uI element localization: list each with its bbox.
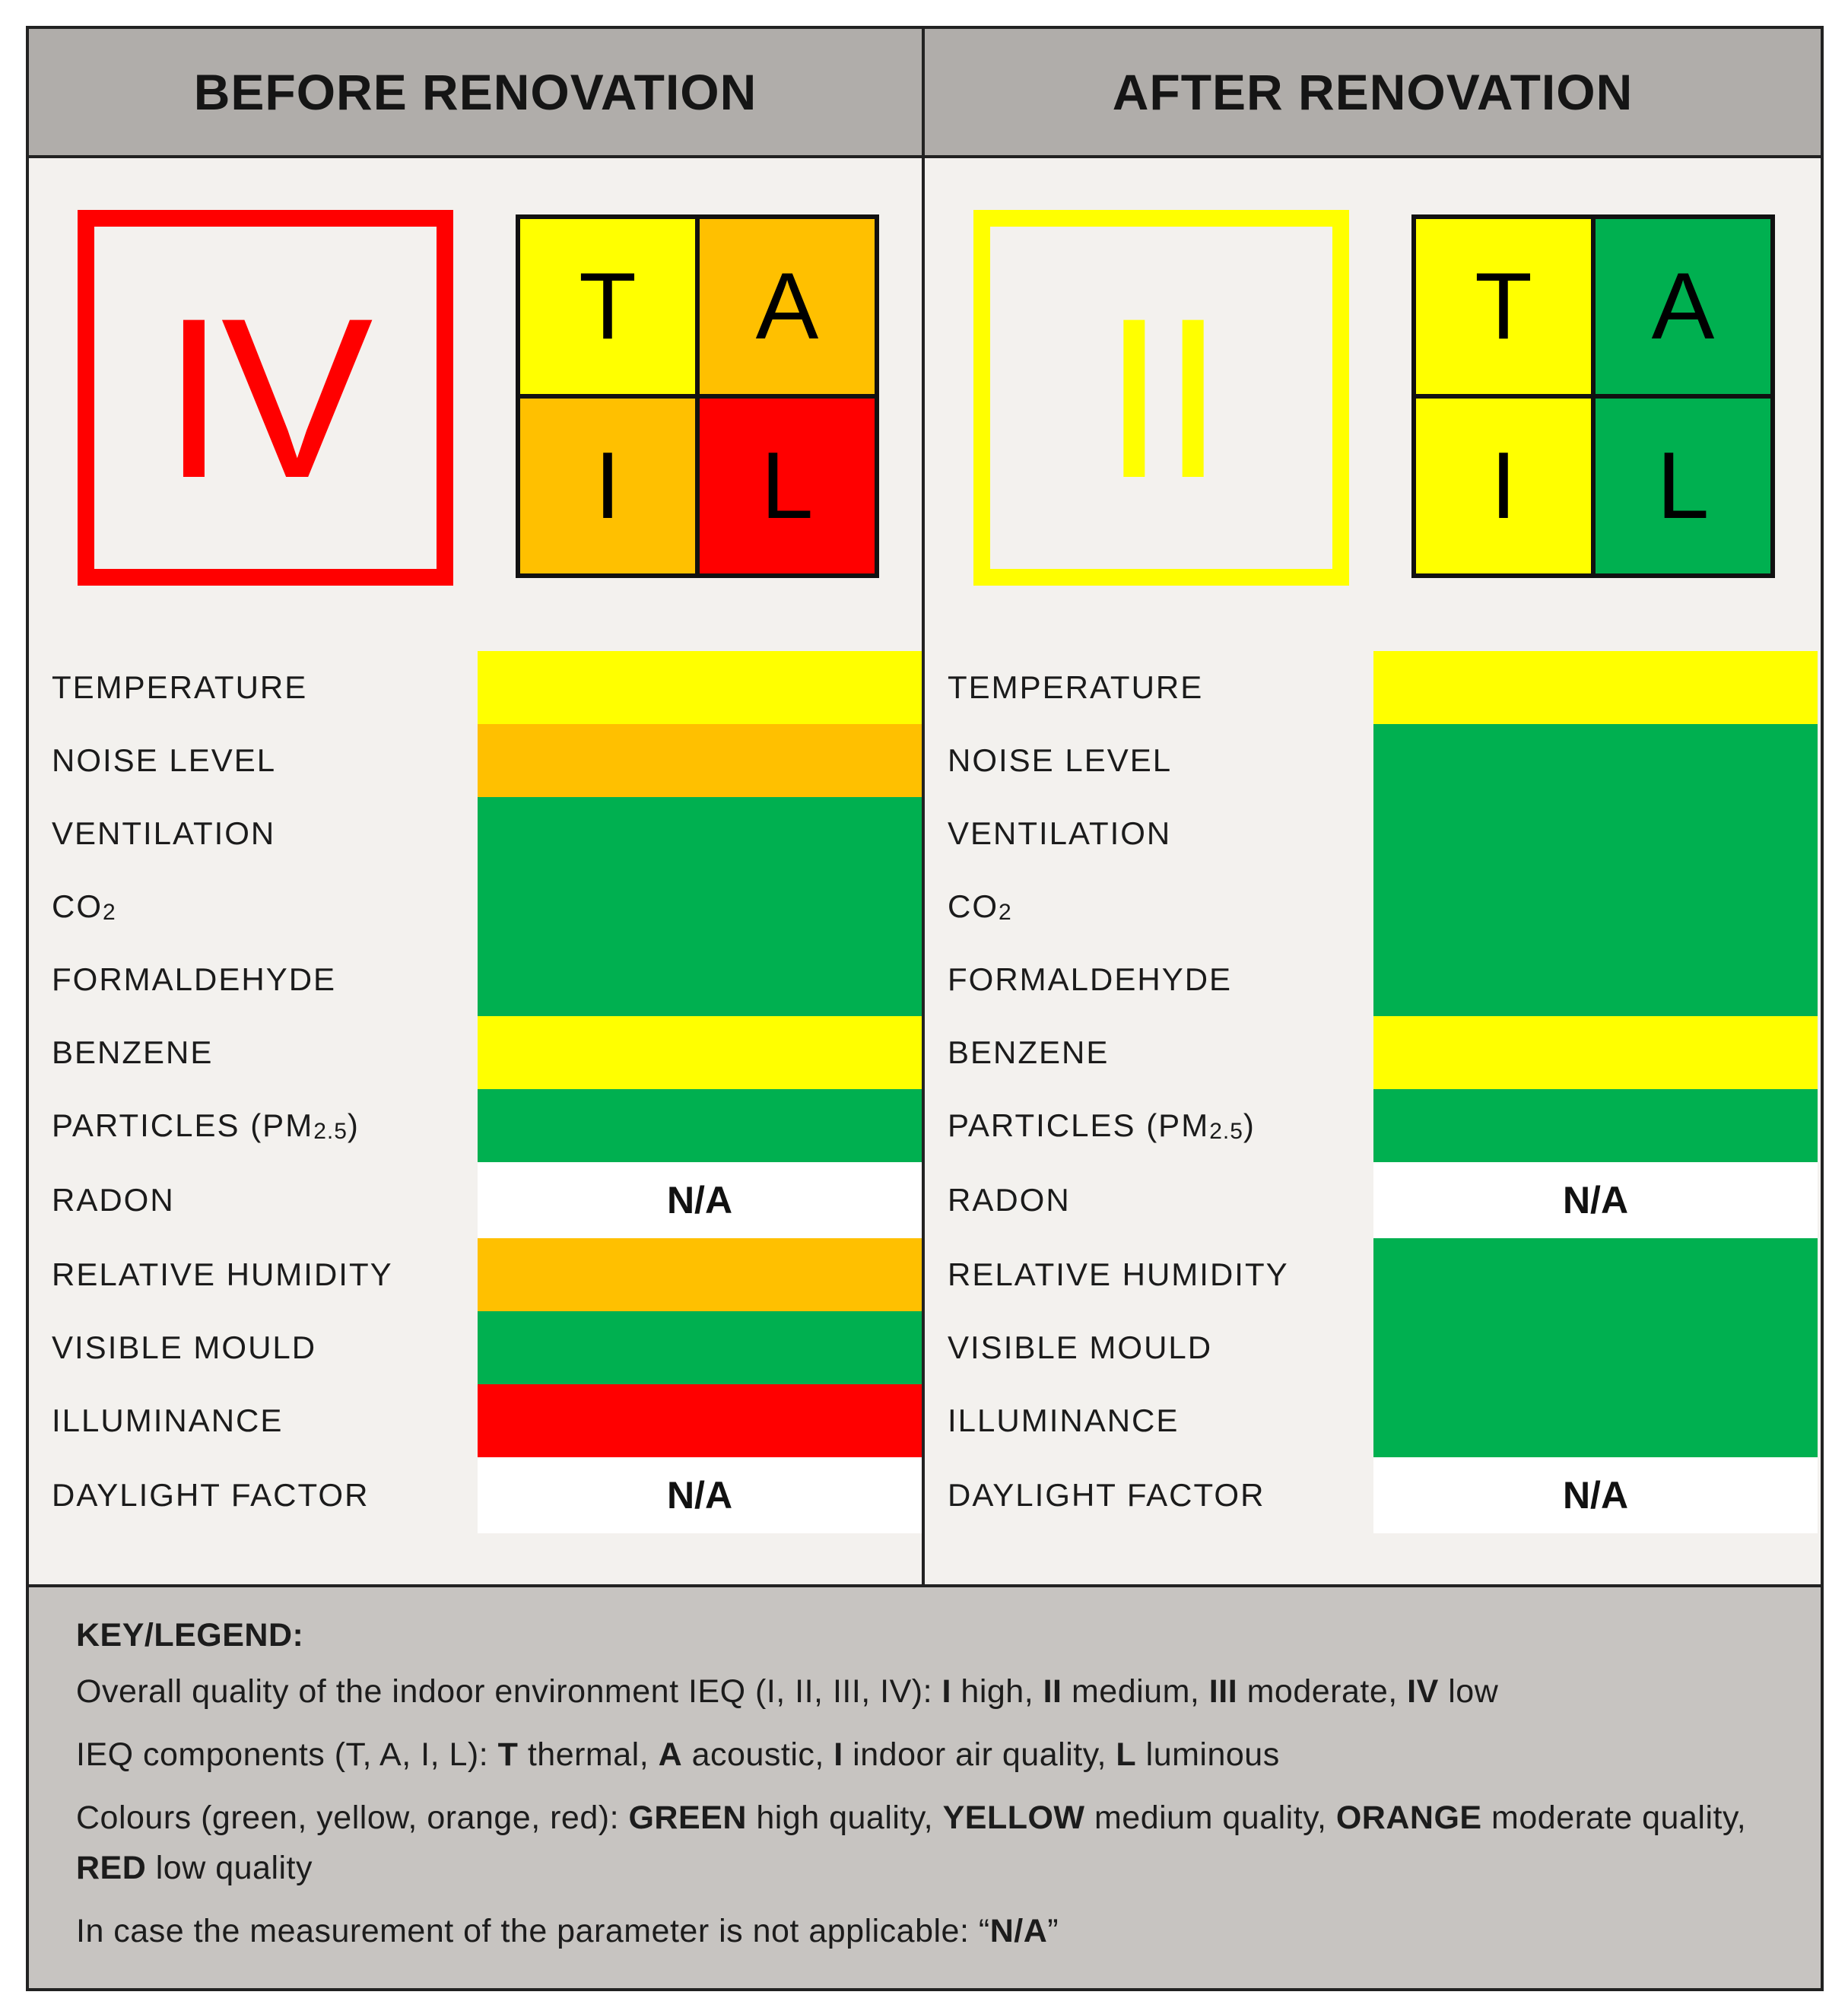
quality-color-bar xyxy=(1373,797,1818,870)
parameter-row xyxy=(29,1457,922,1533)
ieq-components-grid xyxy=(1411,214,1775,578)
legend-prefix: Colours (green, yellow, orange, red): xyxy=(76,1800,629,1836)
after-renovation-header: AFTER RENOVATION xyxy=(925,29,1821,158)
parameter-label-text: DAYLIGHT FACTOR xyxy=(52,1477,370,1513)
quality-color-bar xyxy=(1373,651,1818,724)
ieq-comparison-sheet xyxy=(26,26,1824,1991)
parameter-row xyxy=(925,1384,1818,1457)
legend-key: III xyxy=(1208,1673,1238,1710)
parameter-row xyxy=(29,1016,922,1089)
parameter-row xyxy=(925,1162,1818,1238)
component-cell-t: T xyxy=(520,219,697,396)
component-cell-l: L xyxy=(697,396,875,573)
legend-prefix: IEQ components (T, A, I, L): xyxy=(76,1736,498,1773)
parameter-row xyxy=(29,724,922,797)
legend-na-suffix: ” xyxy=(1047,1913,1059,1949)
parameter-label-text: VENTILATION xyxy=(948,815,1172,851)
quality-color-bar xyxy=(1373,943,1818,1016)
parameter-row xyxy=(29,797,922,870)
parameter-label xyxy=(948,943,1232,1016)
quality-color-bar xyxy=(478,870,922,943)
parameter-label xyxy=(948,1457,1265,1533)
quality-color-bar xyxy=(1373,1016,1818,1089)
parameter-row xyxy=(925,870,1818,943)
parameter-label xyxy=(948,1162,1071,1238)
legend-key-text: luminous xyxy=(1136,1736,1280,1773)
quality-color-bar xyxy=(478,1089,922,1162)
parameter-label-subscript: 2.5 xyxy=(313,1119,348,1144)
parameter-label xyxy=(52,1238,393,1311)
legend-key-text: medium, xyxy=(1062,1673,1209,1710)
quality-color-bar xyxy=(1373,724,1818,797)
quality-color-bar xyxy=(478,1384,922,1457)
parameter-label-subscript: 2.5 xyxy=(1209,1119,1243,1144)
parameter-row xyxy=(925,943,1818,1016)
parameter-label-subscript: 2 xyxy=(103,900,116,925)
parameter-label-text: CO xyxy=(52,888,103,924)
parameter-label-text: ILLUMINANCE xyxy=(948,1402,1180,1438)
parameter-label-text: ILLUMINANCE xyxy=(52,1402,284,1438)
parameter-row xyxy=(29,1089,922,1162)
parameter-row xyxy=(29,870,922,943)
quality-color-bar: N/A xyxy=(478,1457,922,1533)
parameter-label-text: RELATIVE HUMIDITY xyxy=(948,1256,1289,1292)
parameter-label-text: CO xyxy=(948,888,999,924)
legend-key: YELLOW xyxy=(942,1800,1085,1836)
after-panel xyxy=(925,158,1818,1584)
legend-key: L xyxy=(1116,1736,1137,1773)
legend-colours-line xyxy=(76,1793,1773,1893)
legend-key-text: moderate, xyxy=(1237,1673,1408,1710)
parameter-label xyxy=(948,724,1172,797)
legend-key: GREEN xyxy=(628,1800,747,1836)
legend-key: ORANGE xyxy=(1335,1800,1482,1836)
legend-prefix: Overall quality of the indoor environment IEQ (I, II, III, IV): xyxy=(76,1673,942,1710)
component-cell-a: A xyxy=(697,219,875,396)
parameter-row xyxy=(925,651,1818,724)
parameter-row xyxy=(29,651,922,724)
parameter-label-text: TEMPERATURE xyxy=(52,669,308,705)
legend-key-text: moderate quality, xyxy=(1481,1800,1747,1836)
ieq-components-grid xyxy=(516,214,879,578)
parameter-label-text: RELATIVE HUMIDITY xyxy=(52,1256,393,1292)
overall-ieq-box xyxy=(78,210,453,586)
parameter-label-suffix: ) xyxy=(1243,1107,1256,1143)
parameter-label-subscript: 2 xyxy=(999,900,1012,925)
quality-color-bar xyxy=(478,651,922,724)
parameter-label xyxy=(948,651,1203,724)
parameter-label xyxy=(52,651,307,724)
parameter-label-text: VISIBLE MOULD xyxy=(948,1329,1213,1365)
legend-key-text: low xyxy=(1438,1673,1499,1710)
parameter-row xyxy=(925,1238,1818,1311)
legend-key-text: thermal, xyxy=(518,1736,659,1773)
quality-color-bar xyxy=(478,943,922,1016)
legend-key-text: medium quality, xyxy=(1084,1800,1336,1836)
parameter-label xyxy=(52,1457,369,1533)
parameter-label-text: TEMPERATURE xyxy=(948,669,1204,705)
parameter-label xyxy=(948,1384,1179,1457)
parameter-label-text: NOISE LEVEL xyxy=(52,742,277,778)
parameter-label-text: VISIBLE MOULD xyxy=(52,1329,317,1365)
parameter-label-text: DAYLIGHT FACTOR xyxy=(948,1477,1265,1513)
quality-color-bar xyxy=(1373,1089,1818,1162)
overall-ieq-box xyxy=(973,210,1349,586)
parameter-row xyxy=(925,1089,1818,1162)
parameter-row xyxy=(29,1311,922,1384)
quality-color-bar xyxy=(478,1311,922,1384)
parameter-label xyxy=(948,797,1171,870)
legend-key: II xyxy=(1043,1673,1062,1710)
parameter-label-text: PARTICLES (PM xyxy=(52,1107,314,1143)
parameter-row xyxy=(925,1457,1818,1533)
quality-color-bar: N/A xyxy=(478,1162,922,1238)
parameter-label xyxy=(948,1089,1256,1162)
parameter-label xyxy=(52,870,116,943)
parameter-row xyxy=(925,724,1818,797)
quality-color-bar xyxy=(1373,1311,1818,1384)
parameter-label xyxy=(52,724,276,797)
quality-color-bar xyxy=(1373,870,1818,943)
parameter-row xyxy=(29,1162,922,1238)
legend-na-prefix: In case the measurement of the parameter is not applicable: “ xyxy=(76,1913,990,1949)
component-cell-t: T xyxy=(1416,219,1593,396)
parameter-label xyxy=(948,1311,1212,1384)
parameter-label xyxy=(52,1384,283,1457)
parameter-label-text: RADON xyxy=(948,1182,1071,1218)
parameter-row xyxy=(925,1016,1818,1089)
parameter-label xyxy=(52,1162,175,1238)
parameter-label xyxy=(948,1238,1289,1311)
parameter-label xyxy=(52,943,336,1016)
component-cell-i: I xyxy=(1416,396,1593,573)
parameter-label xyxy=(52,1311,316,1384)
overall-ieq-numeral: IV xyxy=(162,270,369,526)
before-panel xyxy=(29,158,922,1584)
parameter-label-text: FORMALDEHYDE xyxy=(52,961,337,997)
quality-color-bar xyxy=(478,724,922,797)
legend-overall-line xyxy=(76,1666,1773,1717)
parameter-row xyxy=(925,797,1818,870)
quality-color-bar: N/A xyxy=(1373,1457,1818,1533)
legend-key: I xyxy=(834,1736,843,1773)
component-cell-a: A xyxy=(1593,219,1770,396)
quality-color-bar xyxy=(1373,1238,1818,1311)
parameter-label xyxy=(948,870,1012,943)
parameter-label-text: FORMALDEHYDE xyxy=(948,961,1233,997)
parameter-label-text: PARTICLES (PM xyxy=(948,1107,1210,1143)
parameter-label xyxy=(948,1016,1109,1089)
parameter-label-suffix: ) xyxy=(347,1107,360,1143)
parameter-row xyxy=(29,943,922,1016)
parameter-label xyxy=(52,797,275,870)
parameter-label-text: VENTILATION xyxy=(52,815,276,851)
component-cell-l: L xyxy=(1593,396,1770,573)
legend-key-text: acoustic, xyxy=(682,1736,834,1773)
legend-key: T xyxy=(497,1736,519,1773)
legend-na-line xyxy=(76,1906,1773,1956)
legend-key: IV xyxy=(1407,1673,1439,1710)
parameter-row xyxy=(29,1384,922,1457)
legend-na-key: N/A xyxy=(989,1913,1048,1949)
legend-key-text: indoor air quality, xyxy=(843,1736,1116,1773)
parameter-label-text: NOISE LEVEL xyxy=(948,742,1173,778)
quality-color-bar xyxy=(1373,1384,1818,1457)
quality-color-bar xyxy=(478,797,922,870)
legend-key: I xyxy=(941,1673,951,1710)
parameter-label-text: BENZENE xyxy=(948,1034,1110,1070)
parameter-label-text: BENZENE xyxy=(52,1034,214,1070)
key-legend xyxy=(29,1584,1821,1988)
parameter-list xyxy=(925,651,1818,1533)
parameter-label xyxy=(52,1016,213,1089)
parameter-label-text: RADON xyxy=(52,1182,175,1218)
before-renovation-header: BEFORE RENOVATION xyxy=(29,29,922,158)
legend-title: KEY/LEGEND: xyxy=(76,1617,304,1653)
quality-color-bar xyxy=(478,1238,922,1311)
legend-components-line xyxy=(76,1730,1773,1780)
parameter-row xyxy=(925,1311,1818,1384)
legend-key-text: high quality, xyxy=(746,1800,943,1836)
legend-key-text: low quality xyxy=(146,1850,313,1886)
parameter-row xyxy=(29,1238,922,1311)
parameter-label xyxy=(52,1089,360,1162)
parameter-list xyxy=(29,651,922,1533)
legend-key: A xyxy=(658,1736,683,1773)
quality-color-bar xyxy=(478,1016,922,1089)
quality-color-bar: N/A xyxy=(1373,1162,1818,1238)
overall-ieq-numeral: II xyxy=(1102,270,1221,526)
legend-key-text: high, xyxy=(951,1673,1043,1710)
component-cell-i: I xyxy=(520,396,697,573)
legend-key: RED xyxy=(76,1850,147,1886)
